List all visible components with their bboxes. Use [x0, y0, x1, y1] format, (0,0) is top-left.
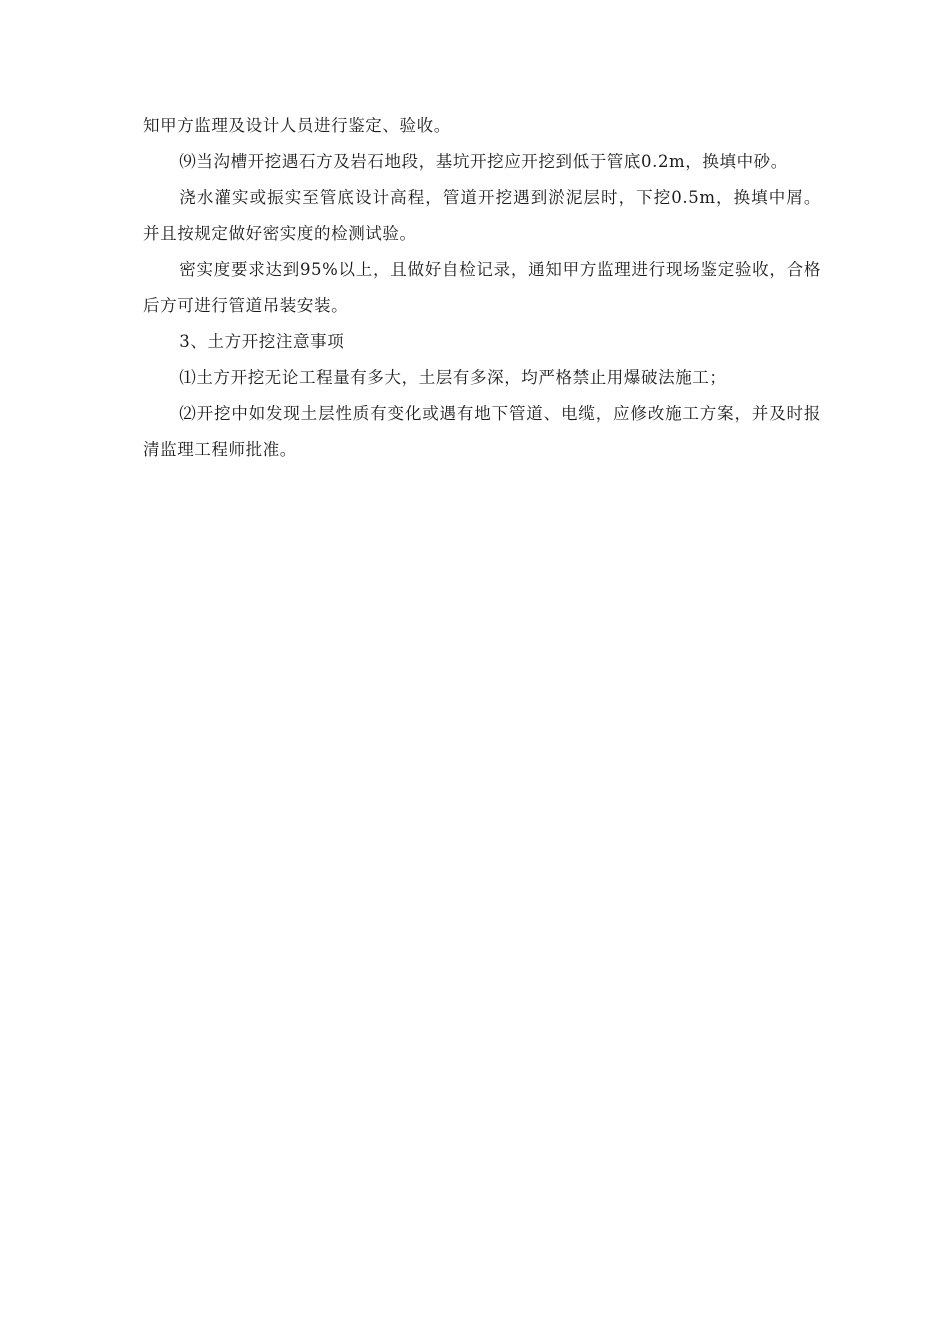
- paragraph-item-9: ⑼当沟槽开挖遇石方及岩石地段，基坑开挖应开挖到低于管底0.2m，换填中砂。: [179, 152, 788, 171]
- paragraph-backfill: 浇水灌实或振实至管底设计高程，管道开挖遇到淤泥层时，下挖0.5m，换填中屑。并且按规定做好密实度的检测试验。: [143, 188, 821, 243]
- document-body: [143, 108, 821, 468]
- paragraph-continuation: 知甲方监理及设计人员进行鉴定、验收。: [143, 116, 451, 135]
- paragraph-item-2: ⑵开挖中如发现土层性质有变化或遇有地下管道、电缆，应修改施工方案，并及时报清监理工程师批准。: [143, 404, 821, 459]
- paragraph-compaction: 密实度要求达到95%以上，且做好自检记录，通知甲方监理进行现场鉴定验收，合格后方可进行管道吊装安装。: [143, 260, 821, 315]
- paragraph-item-1: ⑴土方开挖无论工程量有多大，土层有多深，均严格禁止用爆破法施工；: [179, 368, 727, 387]
- section-heading: 3、土方开挖注意事项: [179, 332, 345, 351]
